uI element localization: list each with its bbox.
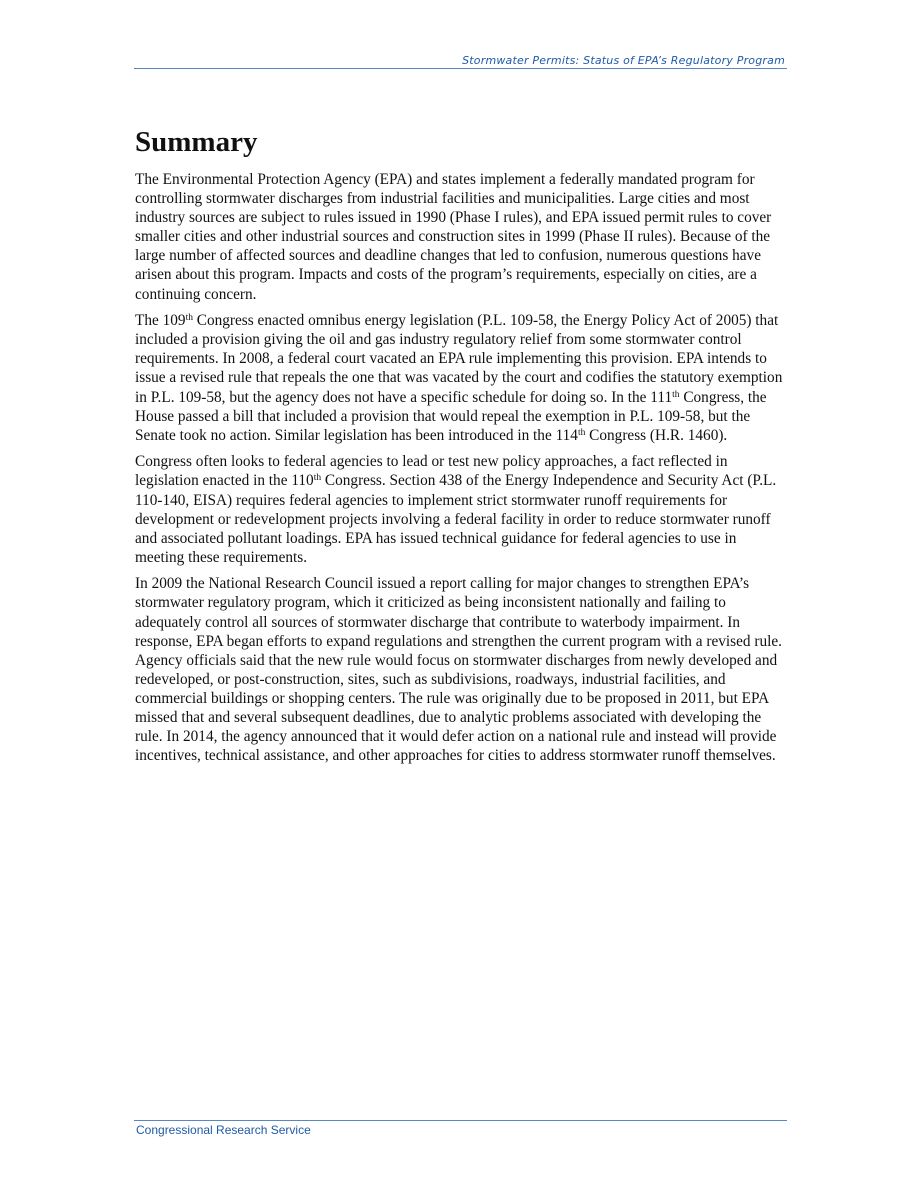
paragraph-2: The 109th Congress enacted omnibus energy legislation (P.L. 109-58, the Energy Policy Act of 2005) that included a provision giving the oil and gas industry regulatory relief from some stormwater control requirements. In 2008, a federal court vacated an EPA rule implementing this provision. EPA intends to issue a revised rule that repeals the one that was vacated by the court and codifies the statutory exemption in P.L. 109-58, but the agency does not have a specific schedule for doing so. In the 111th Congress, the House passed a bill that included a provision that would repeal the exemption in P.L. 109-58, but the Senate took no action. Similar legislation has been introduced in the 114th Congress (H.R. 1460). [135,312,783,444]
page-body [135,124,787,773]
paragraph-3: Congress often looks to federal agencies to lead or test new policy approaches, a fact reflected in legislation enacted in the 110th Congress. Section 438 of the Energy Independence and Security Act (P.L. 110-140, EISA) requires federal agencies to implement strict stormwater runoff requirements for development or redevelopment projects involving a federal facility in order to reduce stormwater runoff and associated pollutant loadings. EPA has issued technical guidance for federal agencies to use in meeting these requirements. [135,453,777,566]
section-title: Summary [135,126,258,158]
running-header-title: Stormwater Permits: Status of EPA’s Regulatory Program [462,54,785,67]
paragraph-1: The Environmental Protection Agency (EPA) and states implement a federally mandated program for controlling stormwater discharges from industrial facilities and municipalities. Large cities and most industry sources are subject to rules issued in 1990 (Phase I rules), and EPA issued permit rules to cover smaller cities and other industrial sources and construction sites in 1999 (Phase II rules). Because of the large number of affected sources and deadline changes that led to confusion, numerous questions have arisen about this program. Impacts and costs of the program’s requirements, especially on cities, are a continuing concern. [135,171,772,303]
header-rule [134,68,787,69]
footer-publisher: Congressional Research Service [136,1123,311,1137]
footer-rule [134,1120,787,1121]
superscript: th [313,473,322,484]
superscript: th [185,313,193,324]
superscript: th [577,427,586,438]
superscript: th [672,389,680,400]
paragraph-4: In 2009 the National Research Council issued a report calling for major changes to strengthen EPA’s stormwater regulatory program, which it criticized as being inconsistent nationally and failing to adequately control all sources of stormwater discharge that contribute to waterbody impairment. In response, EPA began efforts to expand regulations and strengthen the current program with a revised rule. Agency officials said that the new rule would focus on stormwater discharges from newly developed and redeveloped, or post-construction, sites, such as subdivisions, roadways, industrial facilities, and commercial buildings or shopping centers. The rule was originally due to be proposed in 2011, but EPA missed that and several subsequent deadlines, due to analytic problems associated with developing the rule. In 2014, the agency announced that it would defer action on a national rule and instead will provide incentives, technical assistance, and other approaches for cities to address stormwater runoff themselves. [135,575,782,765]
